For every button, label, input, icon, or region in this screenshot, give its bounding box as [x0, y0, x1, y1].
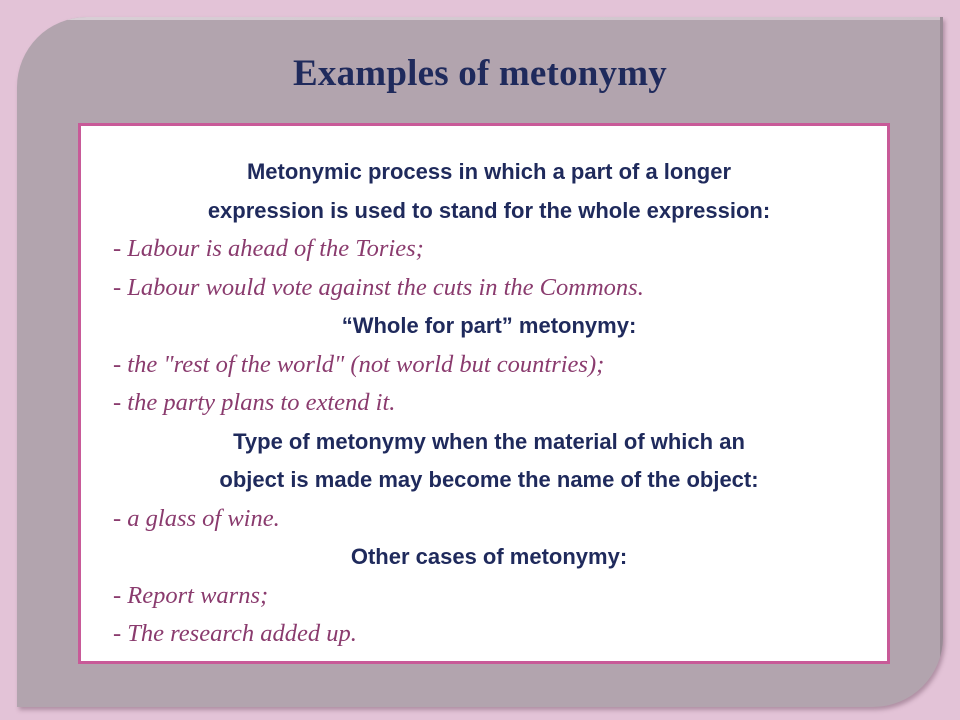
example-line: - the "rest of the world" (not world but countries); [113, 350, 605, 378]
heading-line: Type of metonymy when the material of which an [233, 428, 745, 454]
heading-line: object is made may become the name of the object: [219, 467, 759, 492]
content-box [78, 123, 890, 664]
heading-line: Other cases of metonymy: [350, 544, 628, 569]
frame-bevel-right [940, 17, 943, 707]
example-line: - Labour is ahead of the Tories; [113, 235, 424, 262]
example-line: - The research added up. [113, 620, 357, 647]
example-line: - Report warns; [113, 581, 269, 609]
example-line: - Labour would vote against the cuts in the Commons. [113, 273, 644, 301]
content-lines [113, 153, 865, 654]
slide-title: Examples of metonymy [293, 53, 667, 94]
heading-line: expression is used to stand for the whole expression: [207, 197, 771, 223]
heading-line: Metonymic process in which a part of a longer [246, 159, 732, 184]
example-line: - the party plans to extend it. [113, 389, 396, 416]
example-line: - a glass of wine. [113, 504, 280, 532]
heading-line: “Whole for part” metonymy: [341, 313, 637, 338]
frame-bevel-top [17, 17, 943, 20]
